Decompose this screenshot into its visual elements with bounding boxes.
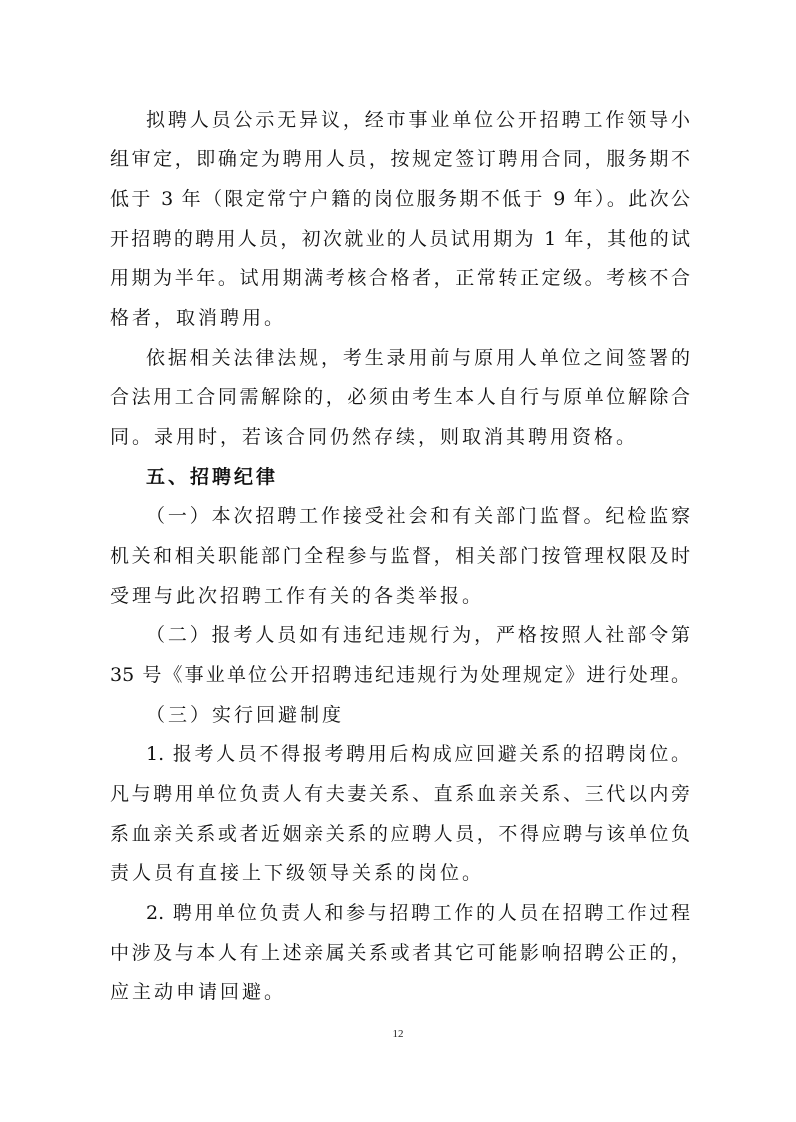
paragraph-line: 中涉及与本人有上述亲属关系或者其它可能影响招聘公正的， [110, 942, 690, 964]
paragraph-line: 组审定，即确定为聘用人员，按规定签订聘用合同，服务期不 [110, 148, 690, 170]
paragraph-line: 开招聘的聘用人员，初次就业的人员试用期为 1 年，其他的试 [110, 228, 690, 250]
paragraph-line: 受理与此次招聘工作有关的各类举报。 [110, 585, 485, 607]
paragraph-line: 2. 聘用单位负责人和参与招聘工作的人员在招聘工作过程 [146, 902, 690, 924]
subsection-heading: （三）实行回避制度 [146, 704, 345, 726]
paragraph-line: （一）本次招聘工作接受社会和有关部门监督。纪检监察 [146, 505, 690, 527]
paragraph-line: 凡与聘用单位负责人有夫妻关系、直系血亲关系、三代以内旁 [110, 783, 690, 805]
paragraph-line: 责人员有直接上下级领导关系的岗位。 [110, 862, 485, 884]
paragraph-line: 格者，取消聘用。 [110, 307, 287, 329]
paragraph-line: 系血亲关系或者近姻亲关系的应聘人员，不得应聘与该单位负 [110, 823, 690, 845]
paragraph-line: 合法用工合同需解除的，必须由考生本人自行与原单位解除合 [110, 386, 690, 408]
section-heading: 五、招聘纪律 [146, 466, 279, 488]
page-number: 12 [392, 1028, 404, 1040]
paragraph-line: 机关和相关职能部门全程参与监督，相关部门按管理权限及时 [110, 545, 690, 567]
paragraph-line: （二）报考人员如有违纪违规行为，严格按照人社部令第 [146, 624, 690, 646]
paragraph-line: 35 号《事业单位公开招聘违纪违规行为处理规定》进行处理。 [110, 664, 690, 686]
paragraph-line: 拟聘人员公示无异议，经市事业单位公开招聘工作领导小 [146, 109, 690, 131]
paragraph-line: 低于 3 年（限定常宁户籍的岗位服务期不低于 9 年）。此次公 [110, 188, 690, 210]
paragraph-line: 应主动申请回避。 [110, 981, 287, 1003]
paragraph-line: 用期为半年。试用期满考核合格者，正常转正定级。考核不合 [110, 267, 690, 289]
paragraph-line: 1. 报考人员不得报考聘用后构成应回避关系的招聘岗位。 [146, 743, 690, 765]
paragraph-line: 同。录用时，若该合同仍然存续，则取消其聘用资格。 [110, 426, 639, 448]
paragraph-line: 依据相关法律法规，考生录用前与原用人单位之间签署的 [146, 347, 690, 369]
